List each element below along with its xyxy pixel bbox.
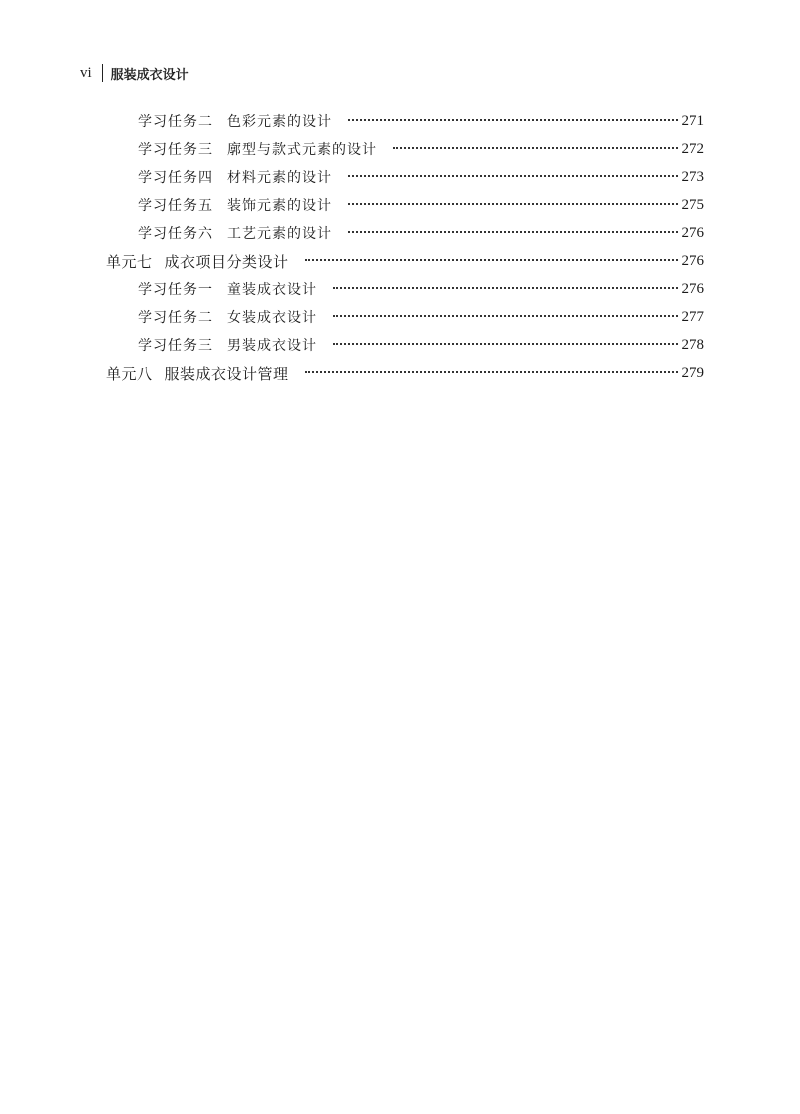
toc-entry-number: 学习任务三 [138, 338, 213, 354]
toc-entry-title: 女装成衣设计 [227, 310, 317, 326]
toc-entry-page: 276 [681, 280, 704, 297]
page-number: vi [80, 64, 92, 81]
toc-entry-number: 单元八 [106, 364, 153, 383]
toc-entry[interactable] [138, 164, 704, 190]
dot-leader [348, 203, 678, 205]
toc-entry-title: 廓型与款式元素的设计 [227, 142, 377, 158]
toc-entry-number: 学习任务六 [138, 226, 213, 242]
toc-entry-page: 278 [681, 336, 704, 353]
running-head [80, 62, 189, 84]
dot-leader [348, 175, 678, 177]
toc-entry[interactable] [138, 304, 704, 330]
toc-entry-title: 材料元素的设计 [227, 170, 332, 186]
toc-entry[interactable] [138, 220, 704, 246]
toc-entry-page: 273 [681, 168, 704, 185]
toc-unit-entry[interactable] [106, 248, 704, 274]
toc-entry-number: 学习任务四 [138, 170, 213, 186]
toc-entry-title: 男装成衣设计 [227, 338, 317, 354]
toc-entry-title: 成衣项目分类设计 [164, 252, 289, 271]
book-title: 服装成衣设计 [110, 67, 189, 83]
header-divider [102, 64, 103, 82]
toc-entry-number: 学习任务二 [138, 114, 213, 130]
toc-entry-page: 276 [681, 252, 704, 269]
toc-entry-page: 275 [681, 196, 704, 213]
toc-entry-title: 装饰元素的设计 [227, 198, 332, 214]
toc-entry[interactable] [138, 276, 704, 302]
toc-entry[interactable] [138, 136, 704, 162]
toc-entry-title: 童装成衣设计 [227, 282, 317, 298]
toc-entry-page: 276 [681, 224, 704, 241]
toc-entry-page: 279 [681, 364, 704, 381]
toc-entry-page: 277 [681, 308, 704, 325]
toc-entry-page: 272 [681, 140, 704, 157]
dot-leader [348, 119, 678, 121]
toc-entry-title: 工艺元素的设计 [227, 226, 332, 242]
dot-leader [305, 259, 678, 261]
toc-unit-entry[interactable] [106, 360, 704, 386]
toc-entry-title: 服装成衣设计管理 [164, 364, 289, 383]
toc-entry-page: 271 [681, 112, 704, 129]
toc-entry-number: 学习任务二 [138, 310, 213, 326]
toc-entry-title: 色彩元素的设计 [227, 114, 332, 130]
dot-leader [333, 343, 678, 345]
dot-leader [305, 371, 678, 373]
dot-leader [333, 287, 678, 289]
toc-entry-number: 学习任务五 [138, 198, 213, 214]
toc-entry-number: 单元七 [106, 252, 153, 271]
toc-entry-number: 学习任务一 [138, 282, 213, 298]
toc-entry-number: 学习任务三 [138, 142, 213, 158]
dot-leader [333, 315, 678, 317]
toc-entry[interactable] [138, 192, 704, 218]
dot-leader [348, 231, 678, 233]
toc-entry[interactable] [138, 108, 704, 134]
dot-leader [393, 147, 678, 149]
toc-entry[interactable] [138, 332, 704, 358]
